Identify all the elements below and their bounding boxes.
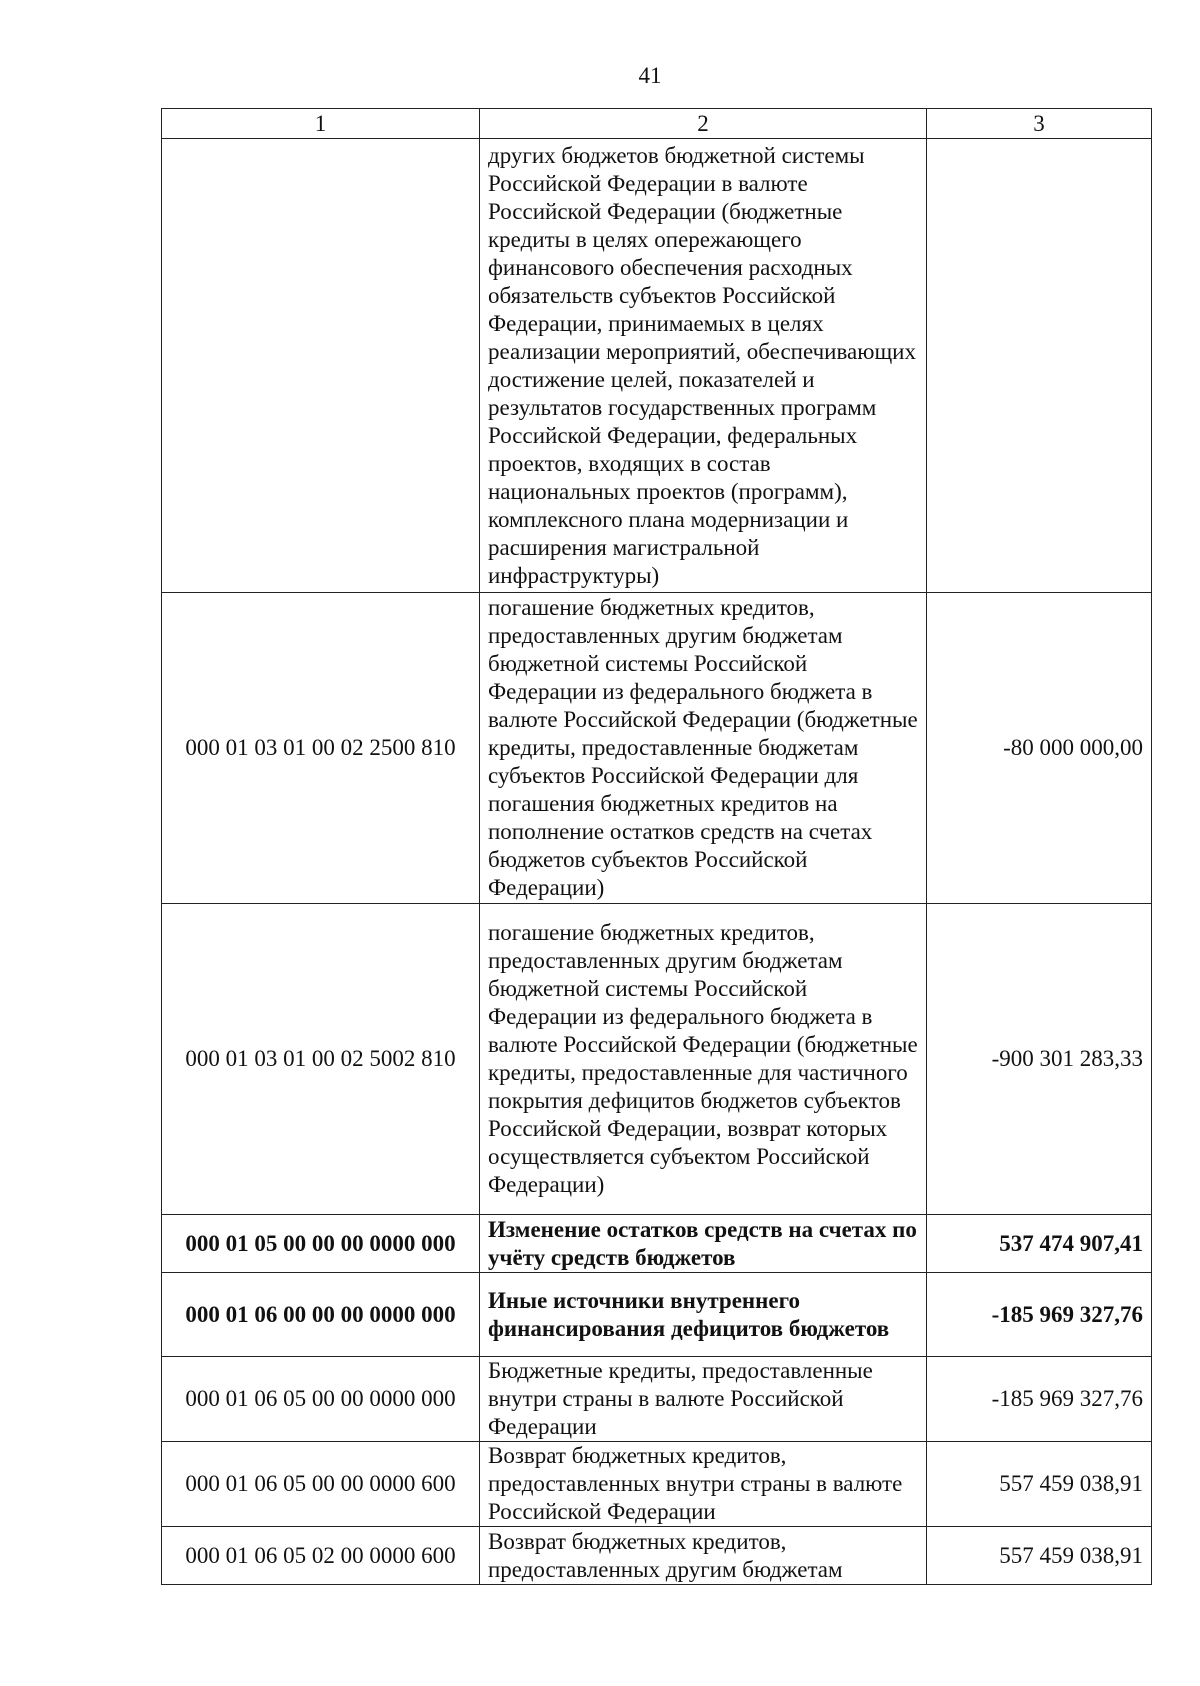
column-number-2: 2 bbox=[480, 109, 927, 139]
budget-code: 000 01 03 01 00 02 5002 810 bbox=[162, 904, 480, 1215]
table-row bbox=[162, 1357, 1152, 1442]
budget-sources-table bbox=[161, 108, 1152, 1585]
budget-code: 000 01 06 05 00 00 0000 000 bbox=[162, 1357, 480, 1442]
budget-code: 000 01 06 05 02 00 0000 600 bbox=[162, 1527, 480, 1585]
amount: -900 301 283,33 bbox=[927, 904, 1152, 1215]
source-name: погашение бюджетных кредитов, предоставленных другим бюджетам бюджетной системы Российской Федерации из федерального бюджета в валюте Российской Федерации (бюджетные кредиты, предоставленные для частичного покрытия дефицитов бюджетов субъектов Российской Федерации, возврат которых осуществляется субъектом Российской Федерации) bbox=[480, 904, 927, 1215]
source-name: Иные источники внутреннего финансирования дефицитов бюджетов bbox=[480, 1273, 927, 1357]
amount: -80 000 000,00 bbox=[927, 593, 1152, 904]
table-row bbox=[162, 1442, 1152, 1527]
budget-code: 000 01 06 00 00 00 0000 000 bbox=[162, 1273, 480, 1357]
source-name: Изменение остатков средств на счетах по учёту средств бюджетов bbox=[480, 1215, 927, 1273]
amount bbox=[927, 139, 1152, 593]
budget-code bbox=[162, 139, 480, 593]
column-number-1: 1 bbox=[162, 109, 480, 139]
table-row bbox=[162, 904, 1152, 1215]
amount: 557 459 038,91 bbox=[927, 1442, 1152, 1527]
budget-code: 000 01 06 05 00 00 0000 600 bbox=[162, 1442, 480, 1527]
table-row bbox=[162, 1215, 1152, 1273]
page-number: 41 bbox=[638, 63, 662, 88]
table-row bbox=[162, 139, 1152, 593]
source-name: других бюджетов бюджетной системы Российской Федерации в валюте Российской Федерации (бюджетные кредиты в целях опережающего финансового обеспечения расходных обязательств субъектов Российской Федерации, принимаемых в целях реализации мероприятий, обеспечивающих достижение целей, показателей и результатов государственных программ Российской Федерации, федеральных проектов, входящих в состав национальных проектов (программ), комплексного плана модернизации и расширения магистральной инфраструктуры) bbox=[480, 139, 927, 593]
column-number-3: 3 bbox=[927, 109, 1152, 139]
source-name: погашение бюджетных кредитов, предоставленных другим бюджетам бюджетной системы Российской Федерации из федерального бюджета в валюте Российской Федерации (бюджетные кредиты, предоставленные бюджетам субъектов Российской Федерации для погашения бюджетных кредитов на пополнение остатков средств на счетах бюджетов субъектов Российской Федерации) bbox=[480, 593, 927, 904]
table-row bbox=[162, 1527, 1152, 1585]
budget-code: 000 01 03 01 00 02 2500 810 bbox=[162, 593, 480, 904]
amount: -185 969 327,76 bbox=[927, 1357, 1152, 1442]
table-row bbox=[162, 593, 1152, 904]
table-row bbox=[162, 1273, 1152, 1357]
source-name: Возврат бюджетных кредитов, предоставленных внутри страны в валюте Российской Федерации bbox=[480, 1442, 927, 1527]
amount: 537 474 907,41 bbox=[927, 1215, 1152, 1273]
source-name: Возврат бюджетных кредитов, предоставленных другим бюджетам bbox=[480, 1527, 927, 1585]
amount: -185 969 327,76 bbox=[927, 1273, 1152, 1357]
amount: 557 459 038,91 bbox=[927, 1527, 1152, 1585]
source-name: Бюджетные кредиты, предоставленные внутри страны в валюте Российской Федерации bbox=[480, 1357, 927, 1442]
table-header-row bbox=[162, 109, 1152, 139]
budget-code: 000 01 05 00 00 00 0000 000 bbox=[162, 1215, 480, 1273]
